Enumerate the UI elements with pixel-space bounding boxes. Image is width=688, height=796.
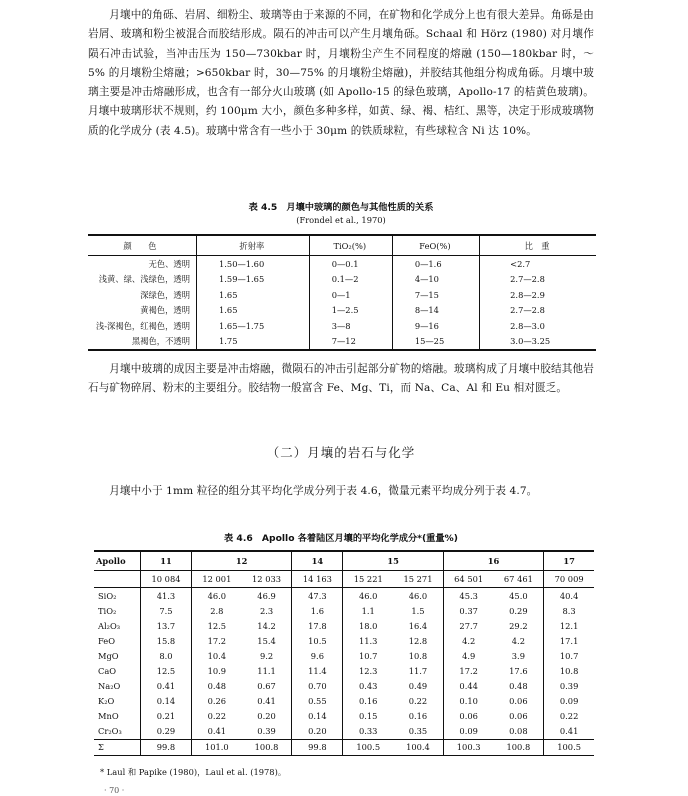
page-number: · 70 ·: [104, 786, 125, 795]
table-row: [88, 272, 596, 288]
table-cell: <2.7: [510, 258, 531, 269]
paragraph-glass-origin: 月壤中玻璃的成因主要是冲击熔融，微陨石的冲击引起部分矿物的熔融。玻璃构成了月壤中胶结其他岩石与矿物碎屑、粉末的主要组分。胶结物一般富含 Fe、Mg、Ti，而 Na、Ca、Al 和 Eu 相对匮乏。: [88, 363, 594, 395]
table-cell: 0.1—2: [309, 272, 392, 288]
table-cell: 1.65: [197, 303, 310, 319]
table-cell: 12.5: [207, 620, 227, 631]
table-cell: 0.08: [494, 724, 544, 740]
table-cell: 8—14: [392, 303, 479, 319]
oxide-label-cell: Cr₂O₃: [94, 724, 141, 740]
table-cell: 100.8: [494, 739, 544, 755]
table-header-cell: FeO(%): [392, 235, 479, 256]
table-header-cell: 颜 色: [88, 235, 197, 256]
mission-header: 12: [191, 551, 291, 571]
table-cell: 0.22: [393, 694, 443, 709]
table-cell: 2.8—3.0: [510, 320, 545, 331]
table-cell: 47.3: [292, 588, 343, 604]
table-cell: 40.4: [559, 590, 579, 601]
table-4-6-caption: 表 4.6 Apollo 各着陆区月壤的平均化学成分*(重量%): [224, 533, 458, 544]
table-cell: 46.0: [358, 590, 378, 601]
table-cell: 0.21: [141, 709, 192, 724]
table-cell: 15.8: [141, 633, 192, 648]
table-cell: 101.0: [191, 739, 241, 755]
table-cell: 8.3: [562, 605, 576, 616]
section-title: （二）月壤的岩石与化学: [266, 445, 416, 460]
table-cell: 0.67: [242, 679, 292, 694]
table-cell: 0.41: [207, 726, 227, 737]
table-cell: 100.5: [343, 739, 393, 755]
table-cell: 4.2: [462, 635, 476, 646]
sample-header: 70 009: [544, 571, 594, 588]
sample-header: 10 084: [141, 571, 192, 588]
table-cell: 0.20: [292, 724, 343, 740]
table-row: [88, 334, 596, 351]
table-header-cell: TiO₂(%): [309, 235, 392, 256]
table-cell: 45.3: [459, 590, 478, 601]
table-cell: 1.5: [393, 603, 443, 618]
table-row: [94, 648, 594, 663]
table-cell: 11.7: [393, 663, 443, 678]
sample-header: 64 501: [443, 571, 493, 588]
empty-header: [94, 571, 141, 588]
table-cell: 2.8—2.9: [510, 289, 545, 300]
table-cell: 14.2: [242, 618, 292, 633]
table-cell: 4.2: [494, 633, 544, 648]
table-row: [94, 724, 594, 740]
table-cell: 0.20: [242, 709, 292, 724]
table-cell: 0.06: [494, 709, 544, 724]
table-cell: 9.6: [292, 648, 343, 663]
table-row: [94, 633, 594, 648]
table-cell: 100.8: [242, 739, 292, 755]
table-cell: 16.4: [393, 618, 443, 633]
table-cell: 0.55: [292, 694, 343, 709]
table-cell: 12.3: [358, 666, 378, 677]
table-cell: 1.50—1.60: [197, 256, 310, 272]
table-4-6: [94, 550, 594, 756]
table-row: [88, 287, 596, 303]
table-cell: 0.35: [393, 724, 443, 740]
table-cell: 10.8: [393, 648, 443, 663]
table-row: [94, 603, 594, 618]
table-cell: 0.49: [393, 679, 443, 694]
table-cell: 1.65—1.75: [197, 318, 310, 334]
table-cell: 1.6: [292, 603, 343, 618]
table-cell: 10.4: [207, 650, 227, 661]
table-cell: 0.44: [459, 681, 478, 692]
table-cell: 99.8: [292, 739, 343, 755]
table-cell: 9.2: [242, 648, 292, 663]
sample-header: 67 461: [494, 571, 544, 588]
table-cell: 1—2.5: [309, 303, 392, 319]
table-cell: 17.2: [207, 635, 227, 646]
table-cell: 8.0: [141, 648, 192, 663]
table-cell: 15.4: [242, 633, 292, 648]
table-cell: 46.0: [393, 588, 443, 604]
table-row: [94, 694, 594, 709]
apollo-label: Apollo: [94, 551, 141, 571]
table-4-5-source: (Frondel et al., 1970): [296, 215, 386, 225]
glass-color-cell: 深绿色，透明: [88, 287, 197, 303]
glass-color-cell: 黄褐色，透明: [88, 303, 197, 319]
table-cell: 0.41: [141, 679, 192, 694]
table-cell: 18.0: [358, 620, 378, 631]
table-cell: 29.2: [494, 618, 544, 633]
oxide-label-cell: Na₂O: [94, 679, 141, 694]
table-cell: 100.3: [443, 739, 493, 755]
table-cell: 27.7: [459, 620, 478, 631]
oxide-label-cell: MgO: [94, 648, 141, 663]
mission-header: 17: [544, 551, 594, 571]
oxide-label-cell: Σ: [94, 739, 141, 755]
table-cell: 2.3: [242, 603, 292, 618]
table-cell: 0.22: [559, 711, 579, 722]
table-cell: 17.2: [459, 666, 478, 677]
table-cell: 17.6: [494, 663, 544, 678]
table-cell: 15—25: [392, 334, 479, 351]
table-row: [94, 679, 594, 694]
table-cell: 1.1: [361, 605, 375, 616]
table-cell: 0.15: [358, 711, 378, 722]
table-cell: 100.5: [544, 739, 594, 755]
table-cell: 2.7—2.8: [510, 274, 545, 285]
table-cell: 41.3: [141, 588, 192, 604]
table-cell: 10.9: [207, 666, 227, 677]
paragraph-glass-breccia: 月壤中的角砾、岩屑、细粉尘、玻璃等由于来源的不同，在矿物和化学成分上也有很大差异。角砾是由岩屑、玻璃和粉尘被混合而胶结形成。陨石的冲击可以产生月壤角砾。Schaal 和 Hörz (1980) 对月壤作陨石冲击试验，当冲击压为 150—730kbar 时，月壤粉尘产生不同程度的熔融 (150—180kbar 时，～5% 的月壤粉尘熔融；>650kbar 时，30—75% 的月壤粉尘熔融)，并胶结其他组分构成角砾。月壤中玻璃主要是冲击熔融形成，也含有一部分火山玻璃 (如 Apollo-15 的绿色玻璃，Apollo-17 的桔黄色玻璃)。月壤中玻璃形状不规则，约 100μm 大小，颜色多种多样，如黄、绿、褐、桔红、黑等，决定于形成玻璃物质的化学成分 (表 4.5)。玻璃中常含有一些小于 30μm 的铁质球粒，有些球粒含 Ni 达 10%。: [88, 9, 594, 137]
table-4-6-mission-row: [94, 551, 594, 571]
table-cell: 9—16: [392, 318, 479, 334]
table-cell: 0.39: [559, 681, 579, 692]
table-header-cell: 比 重: [480, 235, 596, 256]
table-cell: 11.3: [358, 635, 378, 646]
glass-color-cell: 浅-深褐色，红褐色，透明: [88, 318, 197, 334]
oxide-label-cell: FeO: [94, 633, 141, 648]
table-cell: 2.7—2.8: [510, 305, 545, 316]
table-cell: 4—10: [392, 272, 479, 288]
table-row: [94, 588, 594, 604]
table-cell: 3.9: [494, 648, 544, 663]
sample-header: 15 271: [393, 571, 443, 588]
table-cell: 2.8: [210, 605, 224, 616]
table-cell: 1.59—1.65: [197, 272, 310, 288]
table-cell: 17.1: [559, 635, 579, 646]
table-row: [94, 709, 594, 724]
mission-header: 14: [292, 551, 343, 571]
table-cell: 12.1: [559, 620, 579, 631]
table-cell: 0.43: [358, 681, 378, 692]
table-cell: 0.16: [393, 709, 443, 724]
oxide-label-cell: K₂O: [94, 694, 141, 709]
sum-row: [94, 739, 594, 755]
table-cell: 11.4: [292, 663, 343, 678]
table-cell: 7—15: [392, 287, 479, 303]
table-cell: 0.41: [559, 726, 579, 737]
table-cell: 13.7: [141, 618, 192, 633]
table-cell: 0.48: [494, 679, 544, 694]
table-cell: 0.70: [292, 679, 343, 694]
table-cell: 10.7: [559, 650, 579, 661]
table-cell: 3—8: [309, 318, 392, 334]
glass-color-cell: 黑褐色，不透明: [88, 334, 197, 351]
table-cell: 0.29: [141, 724, 192, 740]
table-cell: 11.1: [242, 663, 292, 678]
table-cell: 0.10: [459, 696, 478, 707]
table-cell: 0.48: [207, 681, 227, 692]
oxide-label-cell: CaO: [94, 663, 141, 678]
table-cell: 0.09: [559, 696, 579, 707]
table-cell: 0.14: [141, 694, 192, 709]
mission-header: 16: [443, 551, 543, 571]
table-cell: 4.9: [462, 650, 476, 661]
table-cell: 100.4: [393, 739, 443, 755]
table-cell: 0.26: [207, 696, 227, 707]
sample-header: 15 221: [343, 571, 393, 588]
table-row: [94, 663, 594, 678]
table-cell: 46.9: [242, 588, 292, 604]
table-row: [88, 303, 596, 319]
table-cell: 0.39: [242, 724, 292, 740]
oxide-label-cell: TiO₂: [94, 603, 141, 618]
table-4-5-caption: 表 4.5 月壤中玻璃的颜色与其他性质的关系: [248, 202, 434, 213]
table-cell: 1.65: [197, 287, 310, 303]
table-cell: 7.5: [141, 603, 192, 618]
glass-color-cell: 浅黄、绿、浅绿色，透明: [88, 272, 197, 288]
paragraph-chemistry-intro: 月壤中小于 1mm 粒径的组分其平均化学成分列于表 4.6，微量元素平均成分列于表 4.7。: [109, 485, 538, 497]
table-cell: 12.5: [141, 663, 192, 678]
mission-header: 15: [343, 551, 443, 571]
mission-header: 11: [141, 551, 192, 571]
table-cell: 0—0.1: [309, 256, 392, 272]
table-header-cell: 折射率: [197, 235, 310, 256]
table-cell: 12.8: [393, 633, 443, 648]
table-cell: 0.06: [494, 694, 544, 709]
table-cell: 0.37: [459, 605, 478, 616]
table-4-5-body: [88, 256, 596, 351]
table-row: [94, 618, 594, 633]
table-4-6-sample-row: [94, 571, 594, 588]
table-cell: 10.5: [292, 633, 343, 648]
table-cell: 10.7: [358, 650, 378, 661]
table-row: [88, 318, 596, 334]
sample-header: 12 033: [242, 571, 292, 588]
glass-color-cell: 无色、透明: [88, 256, 197, 272]
table-row: [88, 256, 596, 272]
table-cell: 0.22: [207, 711, 227, 722]
sample-header: 12 001: [191, 571, 241, 588]
table-cell: 17.8: [292, 618, 343, 633]
table-cell: 0.29: [494, 603, 544, 618]
table-cell: 46.0: [207, 590, 227, 601]
oxide-label-cell: MnO: [94, 709, 141, 724]
table-cell: 0.16: [358, 696, 378, 707]
table-cell: 0—1: [309, 287, 392, 303]
table-cell: 1.75: [197, 334, 310, 351]
table-4-5: [88, 234, 596, 351]
oxide-label-cell: SiO₂: [94, 588, 141, 604]
footnote: * Laul 和 Papike (1980)，Laul et al. (1978)。: [100, 767, 287, 777]
table-cell: 0—1.6: [392, 256, 479, 272]
table-cell: 0.14: [292, 709, 343, 724]
sample-header: 14 163: [292, 571, 343, 588]
table-cell: 7—12: [309, 334, 392, 351]
table-cell: 0.33: [358, 726, 378, 737]
table-cell: 3.0—3.25: [480, 334, 596, 351]
table-cell: 0.06: [459, 711, 478, 722]
oxide-label-cell: Al₂O₃: [94, 618, 141, 633]
table-cell: 10.8: [559, 666, 579, 677]
table-cell: 0.09: [459, 726, 478, 737]
table-cell: 99.8: [141, 739, 192, 755]
table-cell: 45.0: [494, 588, 544, 604]
table-4-6-body: [94, 588, 594, 756]
table-cell: 0.41: [242, 694, 292, 709]
